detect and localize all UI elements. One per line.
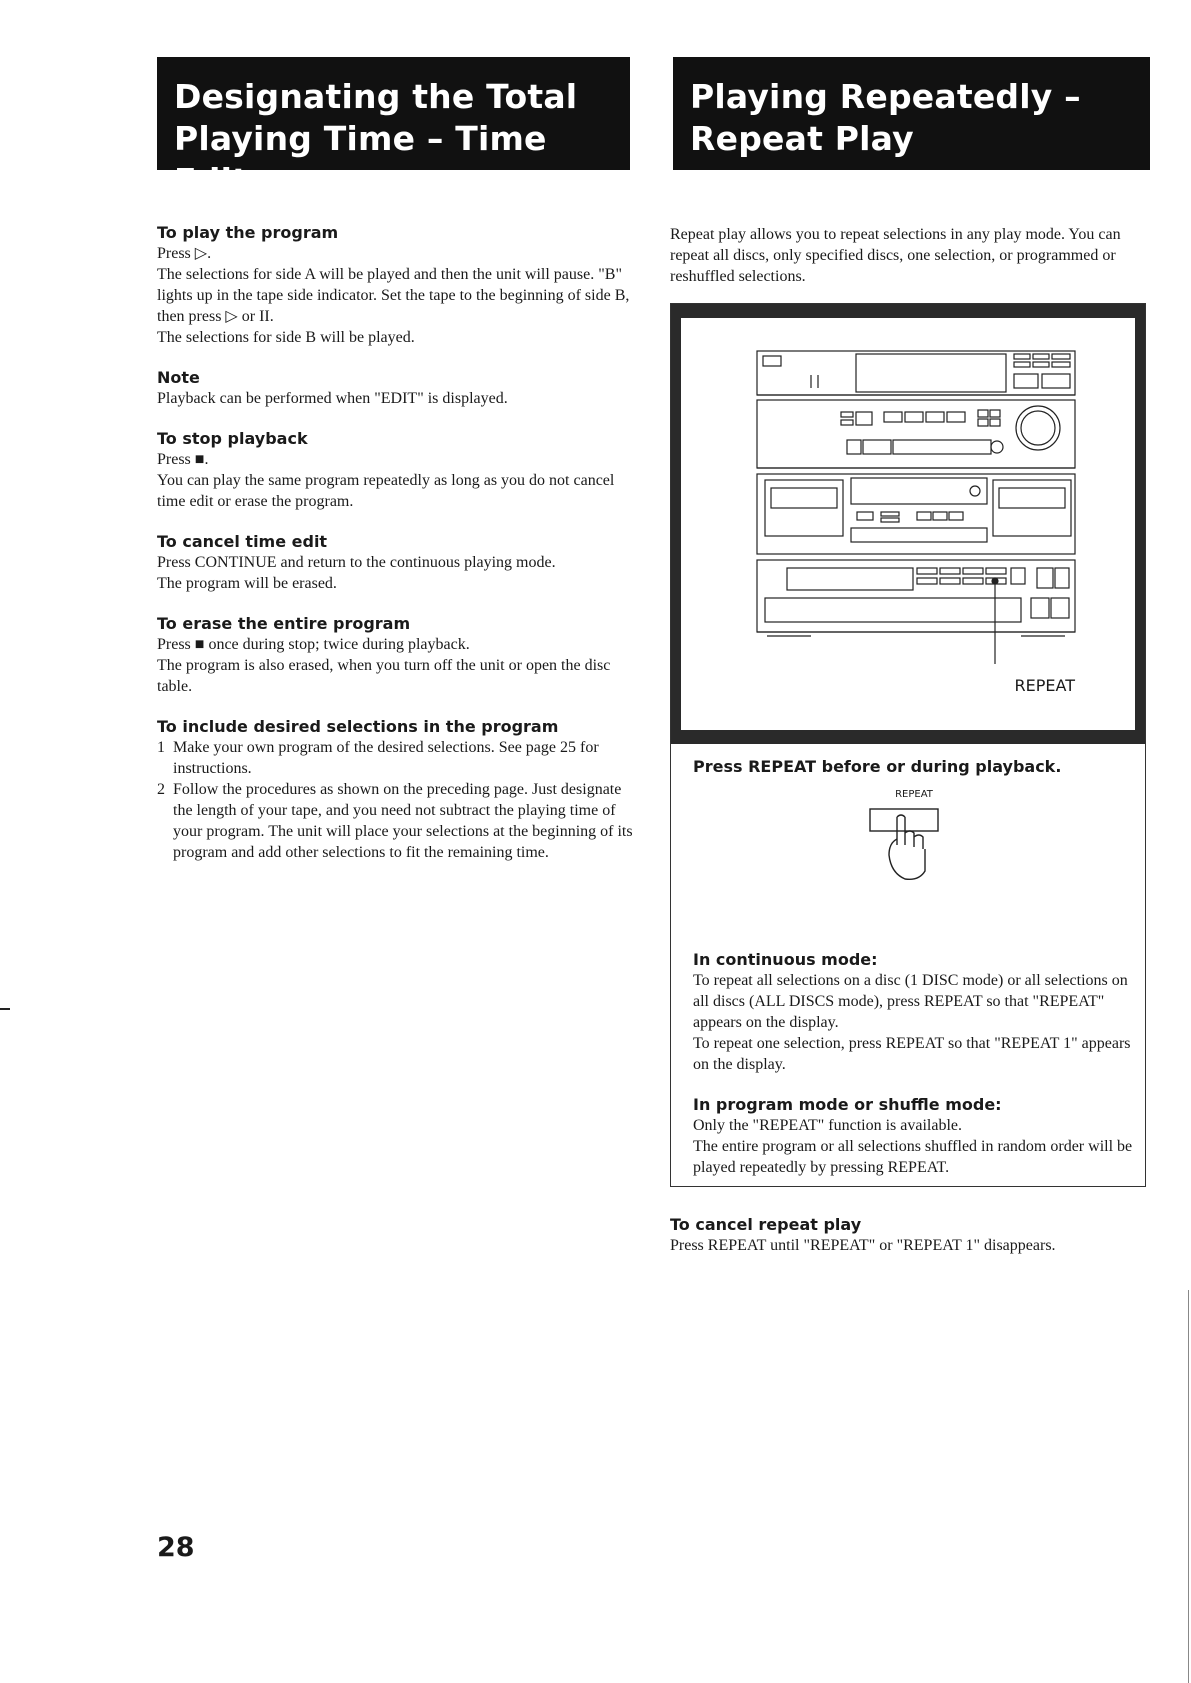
heading-continuous-mode: In continuous mode: bbox=[693, 950, 878, 969]
repeat-button-label: REPEAT bbox=[895, 789, 933, 800]
text-program-erased: The program will be erased. bbox=[157, 575, 337, 592]
right-title bbox=[690, 76, 1150, 160]
repeat-box-body bbox=[693, 756, 1133, 1197]
text-continuous-2: To repeat one selection, press REPEAT so that "REPEAT 1" appears on the display. bbox=[693, 1035, 1131, 1073]
repeat-instruction: Press REPEAT before or during playback. bbox=[693, 757, 1062, 776]
right-title-line1: Playing Repeatedly – bbox=[690, 77, 1081, 116]
cancel-repeat-section bbox=[670, 1214, 1150, 1275]
stereo-figure-frame bbox=[671, 304, 1145, 744]
finger-press-icon bbox=[693, 789, 1133, 909]
heading-program-shuffle-mode: In program mode or shuffle mode: bbox=[693, 1095, 1002, 1114]
stereo-unit-illustration bbox=[681, 318, 1135, 730]
list-item bbox=[157, 737, 635, 779]
stereo-figure bbox=[681, 318, 1135, 730]
heading-cancel-time-edit: To cancel time edit bbox=[157, 532, 328, 551]
margin-mark bbox=[0, 1008, 10, 1010]
steps-list bbox=[157, 737, 635, 863]
heading-play-program: To play the program bbox=[157, 223, 339, 242]
text-side-b: The selections for side B will be played. bbox=[157, 329, 415, 346]
repeat-figure-box bbox=[670, 303, 1146, 1187]
list-item bbox=[157, 779, 635, 863]
heading-include-selections: To include desired selections in the program bbox=[157, 717, 559, 736]
left-title-banner bbox=[157, 57, 630, 200]
step-text: Follow the procedures as shown on the preceding page. Just designate the length of your tape, and you need not subtract the playing time of your program. The unit will place your selections at the beginning of its program and add other selections to fit the remaining time. bbox=[173, 781, 633, 861]
text-erase-detail: The program is also erased, when you turn off the unit or open the disc table. bbox=[157, 657, 611, 695]
section-continuous-mode bbox=[693, 949, 1133, 1075]
left-column bbox=[157, 222, 635, 882]
section-cancel-repeat bbox=[670, 1214, 1150, 1256]
text-program-shuffle-2: The entire program or all selections shuffled in random order will be played repeatedly by pressing REPEAT. bbox=[693, 1138, 1133, 1176]
section-stop-playback bbox=[157, 428, 635, 512]
text-continuous-1: To repeat all selections on a disc (1 DISC mode) or all selections on all discs (ALL DISCS mode), press REPEAT so that "REPEAT" appears on the display. bbox=[693, 972, 1128, 1031]
step-number: 2 bbox=[157, 781, 165, 798]
heading-cancel-repeat: To cancel repeat play bbox=[670, 1215, 862, 1234]
text-side-a: The selections for side A will be played and then the unit will pause. "B" lights up in the tape side indicator. Set the tape to the beginning of side B, then press ▷ or II. bbox=[157, 266, 630, 325]
step-text: Make your own program of the desired selections. See page 25 for instructions. bbox=[173, 739, 599, 777]
left-title-line2: Playing Time – Time Edit bbox=[174, 119, 547, 200]
section-play-program bbox=[157, 222, 635, 348]
text-erase-press: Press ■ once during stop; twice during playback. bbox=[157, 636, 470, 653]
heading-erase-program: To erase the entire program bbox=[157, 614, 411, 633]
right-title-banner bbox=[673, 57, 1150, 170]
page-edge-rule bbox=[1188, 1290, 1189, 1683]
text-stop-detail: You can play the same program repeatedly as long as you do not cancel time edit or erase the program. bbox=[157, 472, 615, 510]
repeat-button-illustration bbox=[693, 789, 1133, 909]
right-title-line2: Repeat Play bbox=[690, 119, 914, 158]
heading-note: Note bbox=[157, 368, 200, 387]
text-press-continue: Press CONTINUE and return to the continuous playing mode. bbox=[157, 554, 556, 571]
step-number: 1 bbox=[157, 739, 165, 756]
box-sections bbox=[693, 949, 1133, 1178]
text-program-shuffle-1: Only the "REPEAT" function is available. bbox=[693, 1117, 963, 1134]
repeat-intro: Repeat play allows you to repeat selections in any play mode. You can repeat all discs, only specified discs, one selection, or programmed or reshuffled selections. bbox=[670, 226, 1121, 285]
heading-stop-playback: To stop playback bbox=[157, 429, 308, 448]
repeat-callout-label: REPEAT bbox=[1014, 676, 1075, 695]
left-title-line1: Designating the Total bbox=[174, 77, 578, 116]
right-column bbox=[670, 224, 1150, 287]
section-cancel-time-edit bbox=[157, 531, 635, 594]
left-title bbox=[174, 76, 630, 202]
text-note: Playback can be performed when "EDIT" is displayed. bbox=[157, 390, 508, 407]
text-cancel-repeat: Press REPEAT until "REPEAT" or "REPEAT 1" disappears. bbox=[670, 1237, 1056, 1254]
text-press-play: Press ▷. bbox=[157, 245, 212, 262]
section-program-shuffle-mode bbox=[693, 1094, 1133, 1178]
text-press-stop: Press ■. bbox=[157, 451, 209, 468]
section-note bbox=[157, 367, 635, 409]
section-include-selections bbox=[157, 716, 635, 863]
page-number: 28 bbox=[157, 1532, 195, 1563]
section-erase-program bbox=[157, 613, 635, 697]
